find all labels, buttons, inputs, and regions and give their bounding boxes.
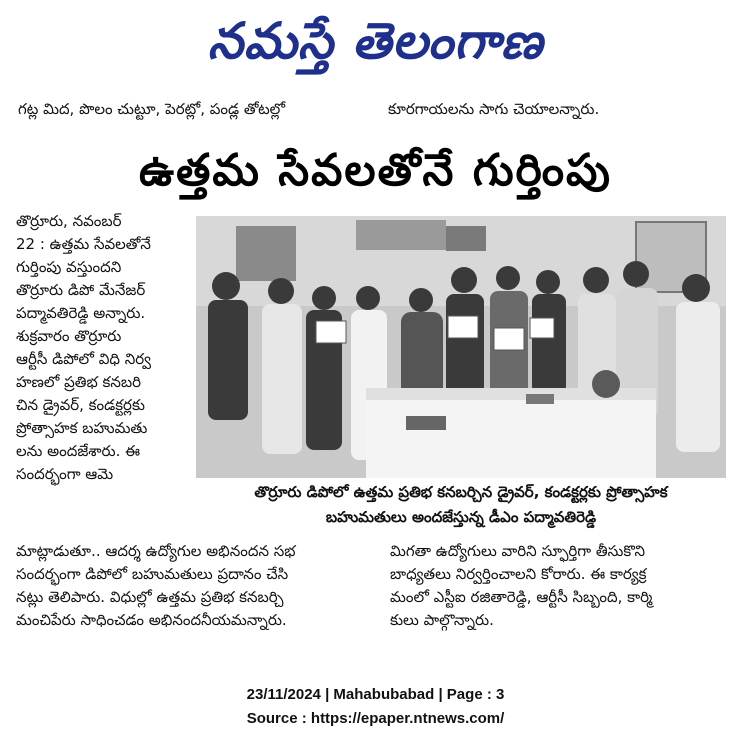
bottom-left-line: నట్లు తెలిపారు. విధుల్లో ఉత్తమ ప్రతిభ కనబర్చి [16,588,284,606]
bottom-left-line: మంచిపేరు సాధించడం అభినందనీయమన్నారు. [16,611,287,629]
left-column-line: చిన డ్రైవర్, కండక్టర్లకు [16,396,145,414]
bottom-right-line: బాధ్యతలు నిర్వర్తించాలని కోరారు. ఈ కార్యక్ర [390,565,647,583]
top-line-left: గట్ల మిద, పొలం చుట్టూ, పెరట్లో, పండ్ల తోటల్లో [18,100,286,118]
left-column-line: లను అందజేశారు. ఈ [16,442,141,460]
left-column [16,210,188,486]
bottom-left-line: మాట్లాడుతూ.. ఆదర్శ ఉద్యోగుల అభినందన సభ [16,542,296,560]
bottom-right-line: మంలో ఎస్టీఐ రజితారెడ్డి, ఆర్టీసీ సిబ్బంది, కార్మి [390,588,653,606]
caption-line: బహుమతులు అందజేస్తున్న డీఎం పద్మావతిరెడ్డి [325,508,597,526]
caption-line: తొర్రూరు డిపోలో ఉత్తమ ప్రతిభ కనబర్చిన డ్రైవర్, కండక్టర్లకు ప్రోత్సాహక [254,483,668,501]
news-photo [196,216,726,478]
left-column-line: గుర్తింపు వస్తుందని [16,258,122,276]
top-line-right: కూరగాయలను సాగు చెయాలన్నారు. [388,100,600,118]
left-column-line: 22 : ఉత్తమ సేవలతోనే [16,235,151,253]
left-column-line: శుక్రవారం తొర్రూరు [16,327,122,345]
left-column-line: ప్రోత్సాహక బహుమతు [16,419,148,437]
left-column-line: తొర్రూరు డిపో మేనేజర్ [16,281,146,299]
bottom-left-line: సందర్భంగా డిపోలో బహుమతులు ప్రదానం చేసి [16,565,289,583]
headline: ఉత్తమ సేవలతోనే గుర్తింపు [139,145,612,196]
bottom-right-line: మిగతా ఉద్యోగులు వారిని స్ఫూర్తిగా తీసుకొని [390,542,646,560]
photo-caption [196,480,726,530]
left-column-line: ఆర్టీసీ డిపోలో విధి నిర్వ [16,350,152,368]
left-column-line: పద్మావతిరెడ్డి అన్నారు. [16,304,146,322]
left-column-line: తొర్రూరు, నవంబర్ [16,212,122,230]
masthead-logo: నమస్తే తెలంగాణ [207,11,544,70]
bottom-right-column [390,540,730,632]
bottom-right-line: కులు పాల్గొన్నారు. [390,611,494,629]
left-column-line: సందర్భంగా ఆమె [16,465,114,483]
bottom-left-column [16,540,372,632]
left-column-line: హణలో ప్రతిభ కనబరి [16,373,142,391]
group-photo-illustration [196,216,726,478]
footer-date-line: 23/11/2024 | Mahabubabad | Page : 3 [246,686,505,703]
footer-source-line: Source : https://epaper.ntnews.com/ [246,710,505,727]
